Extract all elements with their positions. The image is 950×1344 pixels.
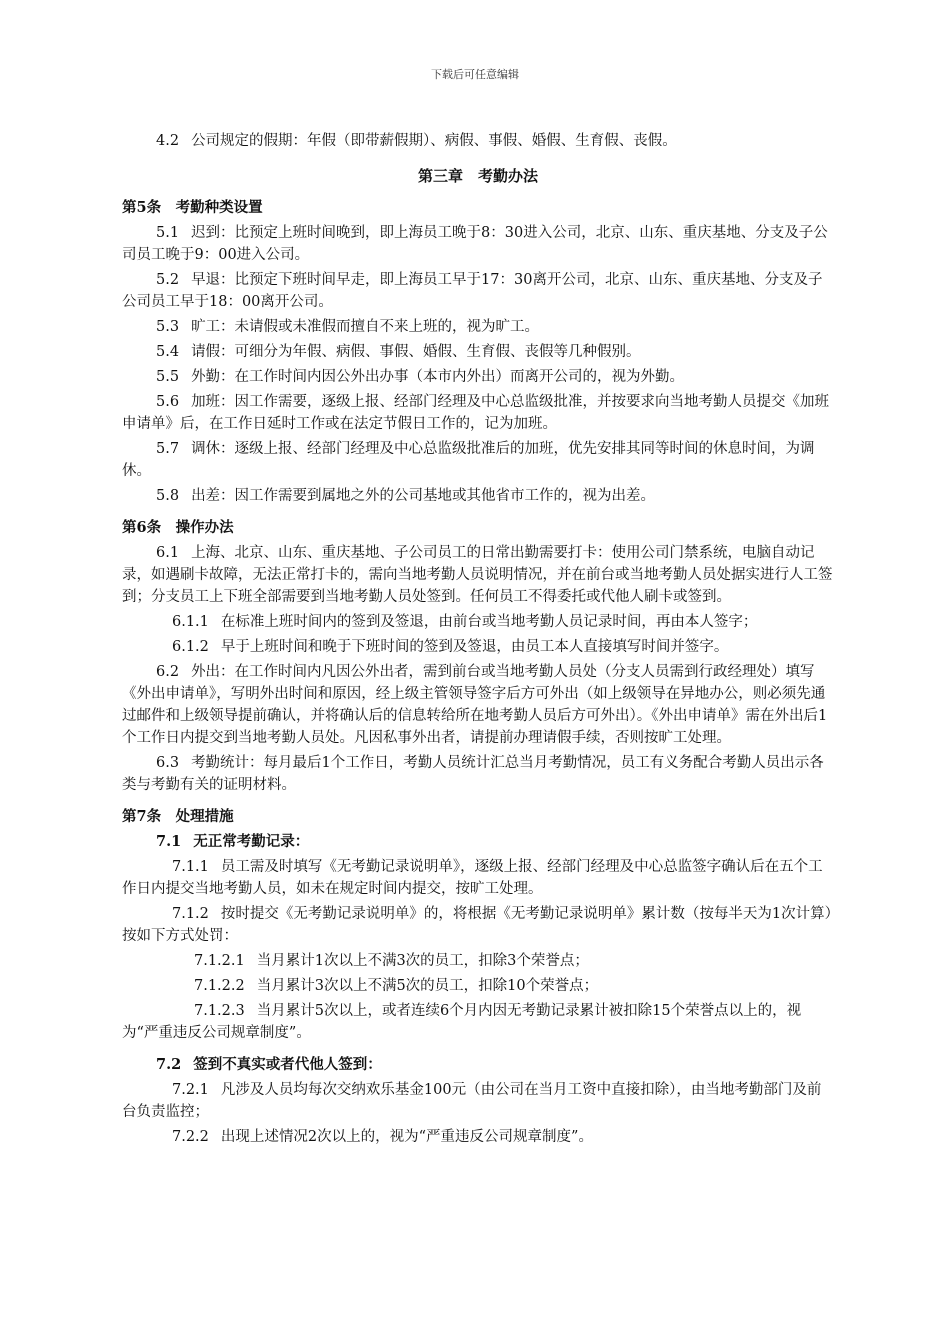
clause-number: 6.3 bbox=[156, 755, 180, 771]
clause-number: 5.2 bbox=[156, 272, 180, 288]
clause-7-1-2-2 bbox=[122, 975, 834, 997]
clause-6-1 bbox=[122, 542, 834, 608]
clause-7-1-2-1 bbox=[122, 950, 834, 972]
clause-text: 早于上班时间和晚于下班时间的签到及签退，由员工本人直接填写时间并签字。 bbox=[220, 639, 729, 655]
clause-text: 上海、北京、山东、重庆基地、子公司员工的日常出勤需要打卡：使用公司门禁系统，电脑自动记录，如遇刷卡故障，无法正常打卡的，需向当地考勤人员说明情况，并在前台或当地考勤人员处据实进行人工签到；分支员工上下班全部需要到当地考勤人员处签到。任何员工不得委托或代他人刷卡或签到。 bbox=[122, 545, 833, 605]
clause-number: 5.7 bbox=[156, 441, 180, 457]
clause-5-4 bbox=[122, 341, 834, 363]
clause-number: 5.6 bbox=[156, 394, 180, 410]
clause-7-1-2-3 bbox=[122, 1000, 834, 1044]
section-7-1 bbox=[122, 831, 834, 853]
clause-text: 员工需及时填写《无考勤记录说明单》，逐级上报、经部门经理及中心总监签字确认后在五个工作日内提交当地考勤人员，如未在规定时间内提交，按旷工处理。 bbox=[122, 859, 823, 897]
clause-number: 5.4 bbox=[156, 344, 180, 360]
clause-text: 加班：因工作需要，逐级上报、经部门经理及中心总监级批准，并按要求向当地考勤人员提交《加班申请单》后，在工作日延时工作或在法定节假日工作的，记为加班。 bbox=[122, 394, 830, 432]
clause-number: 5.8 bbox=[156, 488, 180, 504]
clause-text: 调休：逐级上报、经部门经理及中心总监级批准后的加班，优先安排其同等时间的休息时间，为调休。 bbox=[122, 441, 815, 479]
clause-number: 6.2 bbox=[156, 664, 180, 680]
clause-5-2 bbox=[122, 269, 834, 313]
clause-6-1-1 bbox=[122, 611, 834, 633]
clause-number: 5.3 bbox=[156, 319, 180, 335]
clause-6-2 bbox=[122, 661, 834, 749]
clause-number: 7.2 bbox=[156, 1056, 182, 1073]
clause-text: 当月累计5次以上，或者连续6个月内因无考勤记录累计被扣除15个荣誉点以上的，视为“严重违反公司规章制度”。 bbox=[122, 1003, 802, 1041]
clause-5-6 bbox=[122, 391, 834, 435]
clause-number: 5.1 bbox=[156, 225, 180, 241]
clause-number: 7.1.2 bbox=[172, 906, 209, 922]
clause-number: 7.1.2.2 bbox=[194, 978, 245, 994]
clause-6-3 bbox=[122, 752, 834, 796]
clause-6-1-2 bbox=[122, 636, 834, 658]
clause-7-2-1 bbox=[122, 1079, 834, 1123]
article-6-title: 第6条 操作办法 bbox=[122, 519, 234, 536]
clause-number: 7.1 bbox=[156, 833, 182, 850]
clause-number: 7.1.1 bbox=[172, 859, 209, 875]
clause-text: 迟到：比预定上班时间晚到，即上海员工晚于8：30进入公司，北京、山东、重庆基地、分支及子公司员工晚于9：00进入公司。 bbox=[122, 225, 828, 263]
clause-7-1-1 bbox=[122, 856, 834, 900]
document-body bbox=[122, 127, 834, 1151]
clause-text: 出差：因工作需要到属地之外的公司基地或其他省市工作的，视为出差。 bbox=[191, 488, 656, 504]
clause-7-1-2 bbox=[122, 903, 834, 947]
clause-5-3 bbox=[122, 316, 834, 338]
clause-text: 公司规定的假期：年假（即带薪假期）、病假、事假、婚假、生育假、丧假。 bbox=[191, 133, 677, 149]
clause-text: 外勤：在工作时间内因公外出办事（本市内外出）而离开公司的，视为外勤。 bbox=[191, 369, 685, 385]
clause-text: 考勤统计：每月最后1个工作日，考勤人员统计汇总当月考勤情况，员工有义务配合考勤人员出示各类与考勤有关的证明材料。 bbox=[122, 755, 824, 793]
clause-4-2 bbox=[122, 130, 834, 152]
clause-5-5 bbox=[122, 366, 834, 388]
clause-number: 6.1.1 bbox=[172, 614, 209, 630]
clause-number: 5.5 bbox=[156, 369, 180, 385]
clause-7-2-2 bbox=[122, 1126, 834, 1148]
clause-5-1 bbox=[122, 222, 834, 266]
article-5-title: 第5条 考勤种类设置 bbox=[122, 199, 263, 216]
clause-number: 7.1.2.1 bbox=[194, 953, 245, 969]
clause-number: 4.2 bbox=[156, 133, 180, 149]
section-text: 无正常考勤记录： bbox=[193, 833, 310, 850]
clause-text: 外出：在工作时间内凡因公外出者，需到前台或当地考勤人员处（分支人员需到行政经理处）填写《外出申请单》，写明外出时间和原因，经上级主管领导签字后方可外出（如上级领导在异地办公，则必须先通过邮件和上级领导提前确认，并将确认后的信息转给所在地考勤人员后方可外出）。《外出申请单》需在外出后1个工作日内提交到当地考勤人员处。凡因私事外出者，请提前办理请假手续，否则按旷工处理。 bbox=[122, 664, 828, 746]
clause-text: 旷工：未请假或未准假而擅自不来上班的，视为旷工。 bbox=[191, 319, 540, 335]
clause-text: 当月累计1次以上不满3次的员工，扣除3个荣誉点； bbox=[256, 953, 589, 969]
clause-text: 出现上述情况2次以上的，视为“严重违反公司规章制度”。 bbox=[220, 1129, 593, 1145]
clause-text: 在标准上班时间内的签到及签退，由前台或当地考勤人员记录时间，再由本人签字； bbox=[220, 614, 758, 630]
page-header: 下载后可任意编辑 bbox=[431, 68, 519, 81]
article-7-title: 第7条 处理措施 bbox=[122, 808, 234, 825]
clause-number: 7.2.1 bbox=[172, 1082, 209, 1098]
clause-number: 6.1.2 bbox=[172, 639, 209, 655]
clause-text: 早退：比预定下班时间早走，即上海员工早于17：30离开公司，北京、山东、重庆基地、分支及子公司员工早于18：00离开公司。 bbox=[122, 272, 823, 310]
section-7-2 bbox=[122, 1054, 834, 1076]
clause-text: 凡涉及人员均每次交纳欢乐基金100元（由公司在当月工资中直接扣除），由当地考勤部门及前台负责监控； bbox=[122, 1082, 822, 1120]
clause-text: 请假：可细分为年假、病假、事假、婚假、生育假、丧假等几种假别。 bbox=[191, 344, 641, 360]
clause-text: 按时提交《无考勤记录说明单》的，将根据《无考勤记录说明单》累计数（按每半天为1次计算）按如下方式处罚： bbox=[122, 906, 832, 944]
clause-text: 当月累计3次以上不满5次的员工，扣除10个荣誉点； bbox=[256, 978, 599, 994]
section-text: 签到不真实或者代他人签到： bbox=[193, 1056, 382, 1073]
chapter-title: 第三章 考勤办法 bbox=[417, 167, 538, 185]
clause-number: 6.1 bbox=[156, 545, 180, 561]
clause-number: 7.2.2 bbox=[172, 1129, 209, 1145]
clause-5-8 bbox=[122, 485, 834, 507]
clause-number: 7.1.2.3 bbox=[194, 1003, 245, 1019]
clause-5-7 bbox=[122, 438, 834, 482]
